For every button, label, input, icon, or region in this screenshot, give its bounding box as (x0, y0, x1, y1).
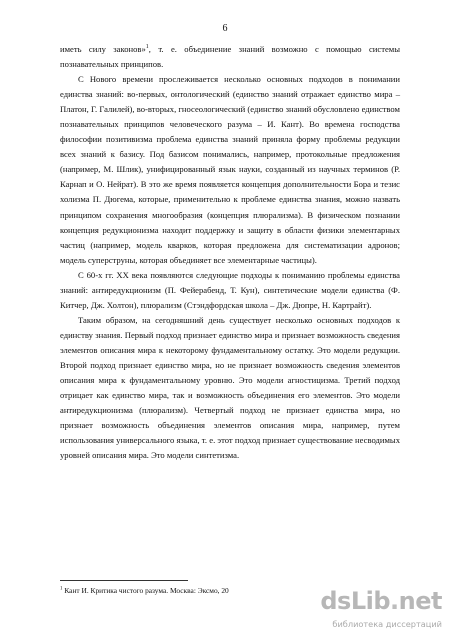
page-number: 6 (222, 23, 228, 34)
footnote (60, 586, 280, 595)
dslib-logo: dsLib.net (320, 587, 442, 615)
paragraph-2: С Нового времени прослеживается несколько основных подходов в понимании единства знаний: во-первых, онтологический (единство знаний отражает единство мира – Платон, Г. Галилей), во-вторых, гносеологический (единство знаний обусловлено единством познавательных принципов человеческого разума – И. Кант). Во времена господства философии позитивизма проблема единства знаний приняла форму проблемы редукции всех знаний к базису. Под базисом понимались, например, протокольные предложения (например, М. Шлик), унифицированный язык науки, созданный из научных терминов (Р. Карнап и О. Нейрат). В это же время появляется концепция дополнительности Бора и тезис холизма П. Дюгема, которые, применительно к проблеме единства знания, можно назвать принципом сохранения многообразия (концепция плюрализма). В физическом познании концепция редукционизма находит поддержку и защиту в области физики элементарных частиц (например, модель кварков, которая предложена для систематизации адронов; модель суперструны, которая объединяет все элементарные частицы). (60, 74, 400, 265)
paragraph-1: иметь силу законов»$^1$, т. е. объединение знаний возможно с помощью системы познавательных принципов. (60, 44, 400, 70)
footnote-text: Кант И. Критика чистого разума. Москва: Эксмо, 20 (62, 586, 229, 595)
footnote-divider (60, 580, 188, 581)
dslib-tagline: библиотека диссертаций (332, 619, 442, 629)
footnote-marker: 1 (60, 586, 63, 592)
body-text (60, 42, 400, 463)
dslib-watermark (320, 585, 450, 637)
paragraph-4: Таким образом, на сегодняшний день существует несколько основных подходов к единству знания. Первый подход признает единство мира и признает возможность сведения элементов описания мира к некоторому фундаментальному остатку. Это модели редукции. Второй подход признает единство мира, но не признает возможность сведения элементов описания мира к фундаментальному уровню. Это модели агностицизма. Третий подход отрицает как единство мира, так и возможность объединения его элементов. Это модели антиредукционизма (плюрализм). Четвертый подход не признает единства мира, но признает возможность объединения элементов описания мира, например, путем использования универсального языка, т. е. этот подход признает существование несводимых уровней описания мира. Это модели синтетизма. (60, 314, 400, 461)
paragraph-3: С 60-х гг. XX века появляются следующие подходы к пониманию проблемы единства знаний: антиредукционизм (П. Фейерабенд, Т. Кун), синтетические модели единства (Ф. Китчер, Дж. Холтон), плюрализм (Стэндфордская школа – Дж. Дюпре, Н. Картрайт). (60, 269, 400, 310)
footnote-ref[interactable]: 1 (145, 44, 149, 51)
